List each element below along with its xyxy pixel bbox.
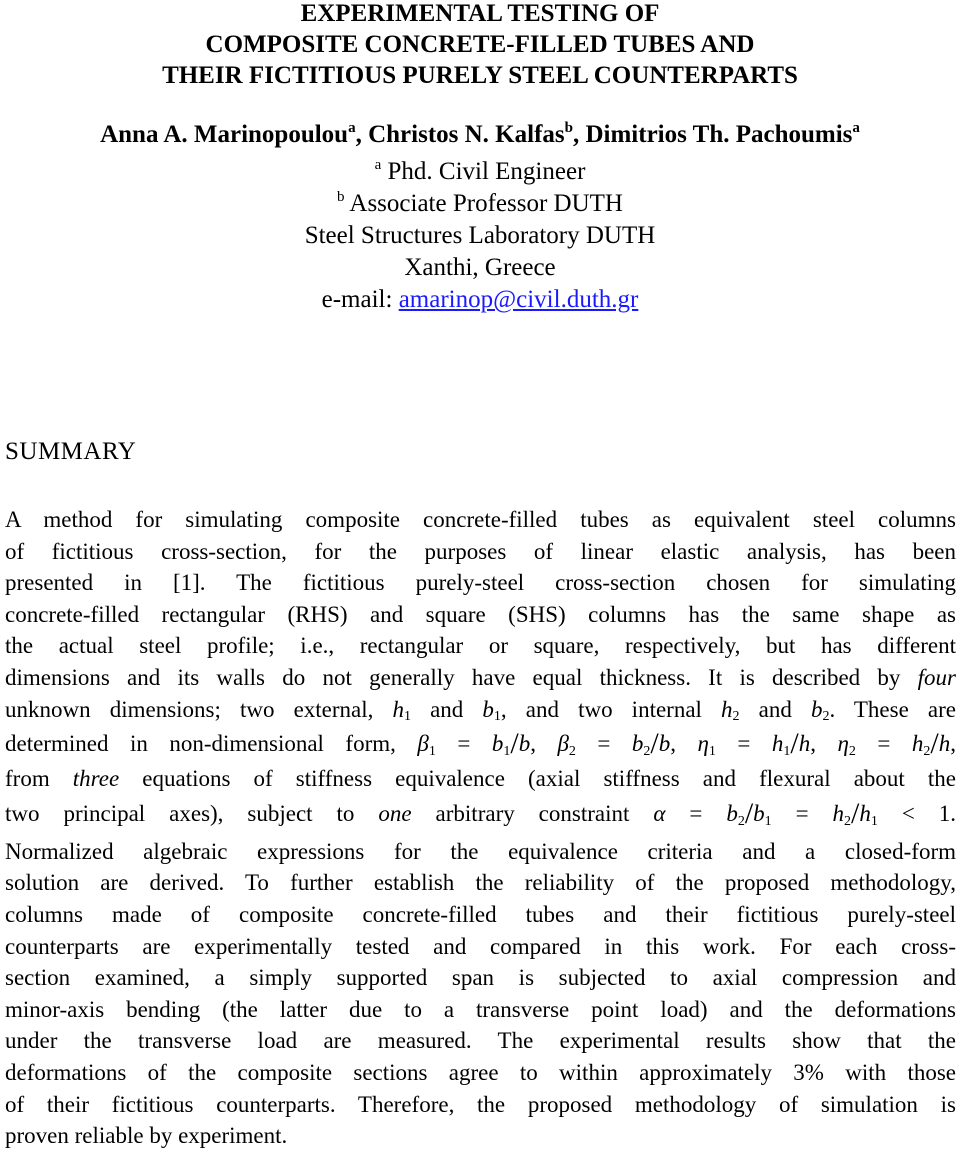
affiliation-text: Associate Professor DUTH (344, 190, 623, 217)
abstract-line: of fictitious cross-section, for the purposes of linear elastic analysis, has been (5, 538, 956, 564)
affiliation-b (0, 188, 960, 220)
comma: , (530, 731, 536, 757)
equation-beta1 (417, 727, 536, 761)
equals-sign: = (855, 731, 912, 757)
var-b: b (810, 696, 823, 722)
symbol-beta: β (557, 731, 569, 757)
affiliation-a (0, 156, 960, 188)
equals-sign: = (575, 731, 632, 757)
abstract-line: section examined, a simply supported span is subjected to axial compression and (5, 965, 956, 991)
subscript: 2 (643, 744, 651, 760)
affiliation-location: Xanthi, Greece (404, 254, 556, 281)
abstract-text: and (411, 696, 483, 722)
fraction-slash: / (851, 796, 860, 830)
subscript: 1 (428, 744, 436, 760)
subscript: 1 (404, 708, 411, 724)
abstract-line (5, 662, 956, 694)
title-line: THEIR FICTITIOUS PURELY STEEL COUNTERPARTS (162, 62, 798, 89)
abstract-text: . These are (829, 696, 956, 722)
email-label: e-mail: (321, 286, 399, 313)
comma: , (810, 731, 816, 757)
author-affiliation-mark: a (852, 120, 860, 136)
abstract-line-equations (5, 725, 956, 763)
comma: , (670, 731, 676, 757)
symbol-beta: β (417, 731, 429, 757)
equation-eta1 (697, 727, 817, 761)
symbol-eta: η (837, 731, 849, 757)
affiliation-text: Phd. Civil Engineer (381, 158, 586, 185)
equals-sign: = (771, 800, 833, 826)
abstract-line: under the transverse load are measured. The experimental results show that the (5, 1028, 956, 1054)
subscript: 1 (493, 708, 501, 724)
less-than-one: < 1. (877, 800, 957, 826)
abstract-line: deformations of the composite sections agree to within approximately 3% with those (5, 1059, 956, 1085)
abstract-text: arbitrary constraint (435, 800, 630, 826)
abstract-line: the actual steel profile; i.e., rectangular or square, respectively, but has different (5, 633, 956, 659)
subscript: 1 (764, 813, 772, 829)
title-line: COMPOSITE CONCRETE-FILLED TUBES AND (205, 31, 755, 58)
abstract-body (5, 504, 956, 1152)
var-b: b (518, 731, 531, 757)
subscript: 2 (848, 744, 856, 760)
summary-heading: SUMMARY (5, 438, 137, 465)
abstract-line: minor-axis bending (the latter due to a transverse point load) and the deformations (5, 996, 956, 1022)
equals-sign: = (715, 731, 772, 757)
paper-title (0, 0, 960, 91)
abstract-line: columns made of composite concrete-filled tubes and their fictitious purely-steel (5, 901, 956, 927)
subscript: 2 (732, 708, 740, 724)
var-b: b (658, 731, 671, 757)
var-b: b (482, 696, 494, 722)
subscript: 1 (503, 744, 511, 760)
equation-alpha (653, 796, 957, 830)
var-h: h (859, 800, 871, 826)
author-separator: , (572, 121, 586, 148)
subscript: 2 (737, 813, 745, 829)
title-line: EXPERIMENTAL TESTING OF (300, 0, 660, 27)
abstract-text: and (739, 696, 811, 722)
subscript: 1 (870, 813, 878, 829)
abstract-line: presented in [1]. The fictitious purely-steel cross-section chosen for simulating (5, 570, 956, 596)
var-b: b (491, 731, 504, 757)
abstract-line: concrete-filled rectangular (RHS) and square (SHS) columns has the same shape as (5, 601, 956, 627)
symbol-eta: η (697, 731, 709, 757)
author-name: Christos N. Kalfas (368, 121, 565, 148)
abstract-line (5, 763, 956, 795)
affiliation-mark: a (374, 157, 382, 173)
abstract-line: A method for simulating composite concrete-filled tubes as equivalent steel columns (5, 507, 956, 532)
abstract-line (5, 694, 956, 726)
abstract-line: of their fictitious counterparts. Therefore, the proposed methodology of simulation is (5, 1091, 956, 1117)
abstract-line: solution are derived. To further establish the reliability of the proposed methodology, (5, 870, 956, 896)
subscript: 2 (923, 744, 931, 760)
var-b: b (631, 731, 644, 757)
abstract-line: proven reliable by experiment. (5, 1123, 288, 1149)
var-b: b (726, 800, 738, 826)
affiliation-email (0, 284, 960, 316)
abstract-text: , and two internal (500, 696, 722, 722)
comma: , (950, 731, 956, 757)
var-h: h (832, 800, 845, 826)
emphasis-four: four (917, 664, 956, 690)
author-affiliation-mark: b (564, 120, 573, 136)
subscript: 2 (844, 813, 852, 829)
author-list (0, 121, 960, 149)
subscript: 1 (708, 744, 716, 760)
abstract-text: dimensions and its walls do not generally have equal thickness. It is described by (5, 664, 918, 690)
subscript: 1 (783, 744, 791, 760)
abstract-text: two principal axes), subject to (5, 800, 355, 826)
fraction-slash: / (744, 796, 754, 830)
affiliations (0, 156, 960, 316)
fraction-slash: / (510, 727, 519, 761)
equals-sign: = (665, 800, 727, 826)
abstract-text: determined in non-dimensional form, (5, 731, 396, 757)
abstract-text: equations of stiffness equivalence (axial stiffness and flexural about the (119, 766, 956, 792)
fraction-slash: / (650, 727, 659, 761)
var-b: b (753, 800, 765, 826)
author-separator: , (355, 121, 369, 148)
var-h: h (721, 696, 733, 722)
emphasis-one: one (378, 800, 412, 826)
abstract-text: unknown dimensions; two external, (5, 696, 393, 722)
var-h: h (798, 731, 811, 757)
symbol-alpha: α (653, 800, 666, 826)
var-h: h (911, 731, 924, 757)
affiliation-lab: Steel Structures Laboratory DUTH (304, 222, 656, 249)
affiliation-mark: b (337, 189, 345, 205)
abstract-line: counterparts are experimentally tested and compared in this work. For each cross- (5, 933, 956, 959)
var-h: h (392, 696, 404, 722)
var-h: h (938, 731, 951, 757)
fraction-slash: / (790, 727, 799, 761)
fraction-slash: / (930, 727, 939, 761)
subscript: 2 (822, 708, 830, 724)
author-name: Dimitrios Th. Pachoumis (585, 121, 853, 148)
equals-sign: = (435, 731, 492, 757)
var-h: h (771, 731, 784, 757)
abstract-line: Normalized algebraic expressions for the equivalence criteria and a closed-form (5, 838, 956, 864)
abstract-line-constraint (5, 795, 956, 832)
subscript: 2 (568, 744, 576, 760)
emphasis-three: three (72, 766, 120, 792)
author-affiliation-mark: a (348, 120, 356, 136)
abstract-text: from (5, 766, 73, 792)
equation-eta2 (837, 727, 957, 761)
equation-beta2 (557, 727, 676, 761)
email-link[interactable]: amarinop@civil.duth.gr (398, 286, 639, 313)
author-name: Anna A. Marinopoulou (100, 121, 349, 148)
